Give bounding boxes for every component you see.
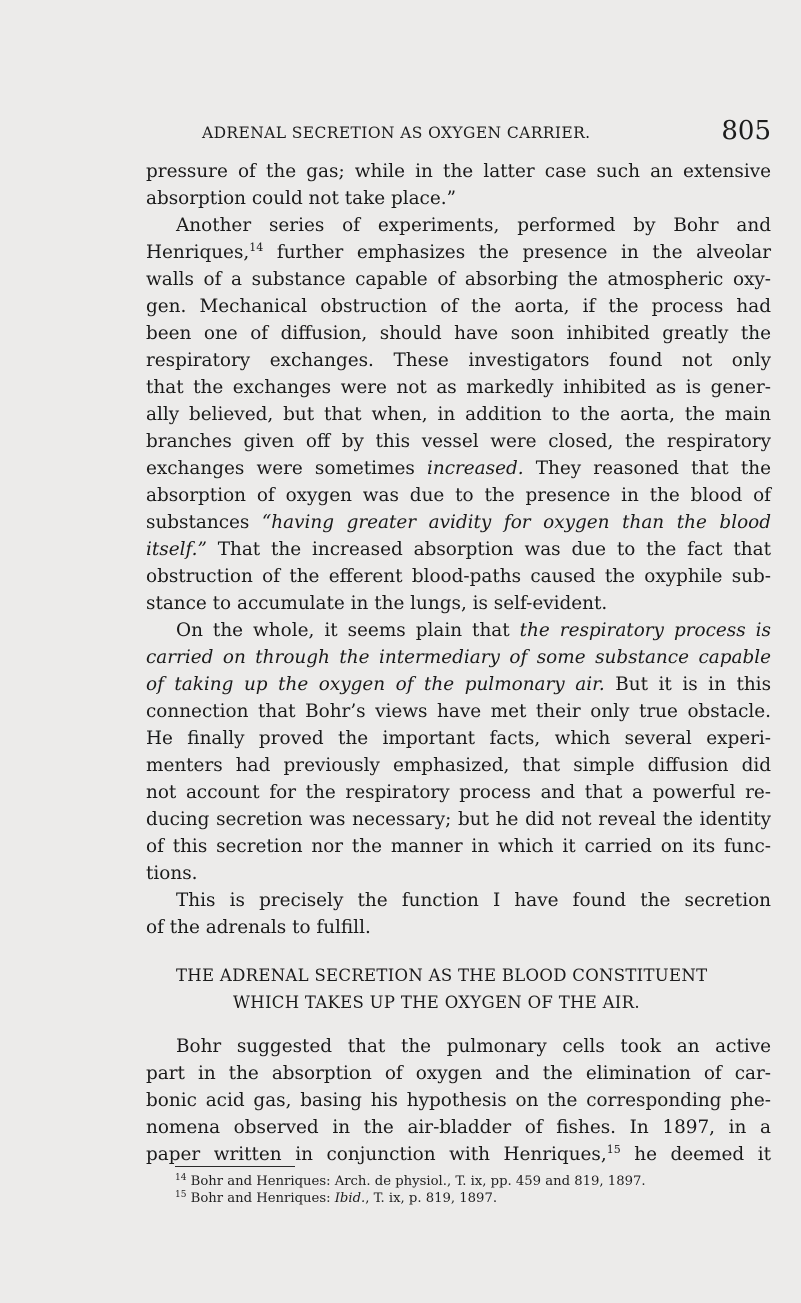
- text-line: that the exchanges were not as markedly inhibited as is gener-: [146, 377, 771, 398]
- text-line: substances “having greater avidity for oxygen than the blood: [146, 512, 771, 533]
- text-line: obstruction of the efferent blood-paths caused the oxyphile sub-: [146, 566, 771, 587]
- text-line: connection that Bohr’s views have met their only true obstacle.: [146, 701, 771, 722]
- text-line: itself.” That the increased absorption was due to the fact that: [146, 539, 771, 560]
- text-line: ducing secretion was necessary; but he did not reveal the identity: [146, 809, 771, 830]
- paragraph-start: Bohr suggested that the pulmonary cells took an active: [176, 1036, 771, 1057]
- footnote-15: $^{15}$ Bohr and Henriques: Ibid., T. ix, p. 819, 1897.: [175, 1190, 498, 1206]
- section-heading-line-1: THE ADRENAL SECRETION AS THE BLOOD CONSTITUENT: [176, 966, 708, 985]
- text-line: gen. Mechanical obstruction of the aorta, if the process had: [146, 296, 771, 317]
- text-line: menters had previously emphasized, that simple diffusion did: [146, 755, 771, 776]
- footnote-mark: 15: [175, 1190, 187, 1200]
- text-line: absorption of oxygen was due to the presence in the blood of: [146, 485, 771, 506]
- text-line: respiratory exchanges. These investigators found not only: [146, 350, 771, 371]
- footnote-rule: [175, 1166, 295, 1167]
- text-line: ally believed, but that when, in addition to the aorta, the main: [146, 404, 771, 425]
- text-line: of this secretion nor the manner in which it carried on its func-: [146, 836, 771, 857]
- page-number: 805: [721, 116, 771, 146]
- emphasis: “having greater avidity for oxygen than the blood: [261, 512, 771, 533]
- emphasis: increased.: [426, 458, 524, 479]
- running-head: [146, 116, 771, 148]
- text-line: not account for the respiratory process and that a powerful re-: [146, 782, 771, 803]
- paragraph-start: On the whole, it seems plain that the respiratory process is: [176, 620, 771, 641]
- footnote-mark: 14: [175, 1173, 187, 1183]
- running-head-title: ADRENAL SECRETION AS OXYGEN CARRIER.: [202, 124, 591, 142]
- text-line: He finally proved the important facts, which several experi-: [146, 728, 771, 749]
- text-line: of taking up the oxygen of the pulmonary air. But it is in this: [146, 674, 772, 695]
- text-line: stance to accumulate in the lungs, is self-evident.: [146, 593, 608, 614]
- paragraph-start: This is precisely the function I have found the secretion: [176, 890, 771, 911]
- section-heading-line-2: WHICH TAKES UP THE OXYGEN OF THE AIR.: [233, 993, 640, 1012]
- text-line: exchanges were sometimes increased. They reasoned that the: [146, 458, 771, 479]
- text-line: been one of diffusion, should have soon inhibited greatly the: [146, 323, 771, 344]
- text-line: of the adrenals to fulfill.: [146, 917, 371, 938]
- emphasis: carried on through the intermediary of some substance capable: [146, 647, 771, 668]
- emphasis: itself.”: [146, 539, 207, 560]
- text-line: bonic acid gas, basing his hypothesis on the corresponding phe-: [146, 1090, 771, 1111]
- text-line: absorption could not take place.”: [146, 188, 456, 209]
- text-line: branches given off by this vessel were closed, the respiratory: [146, 431, 771, 452]
- emphasis: of taking up the oxygen of the pulmonary air.: [146, 674, 605, 695]
- text-line: nomena observed in the air-bladder of fishes. In 1897, in a: [146, 1117, 771, 1138]
- text-line: part in the absorption of oxygen and the elimination of car-: [146, 1063, 771, 1084]
- text-line: tions.: [146, 863, 198, 884]
- text-line: Henriques,$^{14}$ further emphasizes the presence in the alveolar: [146, 241, 771, 263]
- text-line: walls of a substance capable of absorbing the atmospheric oxy-: [146, 269, 771, 290]
- emphasis: the respiratory process is: [519, 620, 771, 641]
- footnote-ref-15: 15: [606, 1143, 621, 1156]
- text-line: [146, 645, 771, 671]
- text-line: paper written in conjunction with Henriques,$^{15}$ he deemed it: [146, 1143, 771, 1165]
- text-line: pressure of the gas; while in the latter case such an extensive: [146, 161, 771, 182]
- footnote-14: $^{14}$ Bohr and Henriques: Arch. de physiol., T. ix, pp. 459 and 819, 1897.: [175, 1173, 646, 1189]
- footnote-ref-14: 14: [249, 241, 264, 254]
- paragraph-start: Another series of experiments, performed by Bohr and: [176, 215, 771, 236]
